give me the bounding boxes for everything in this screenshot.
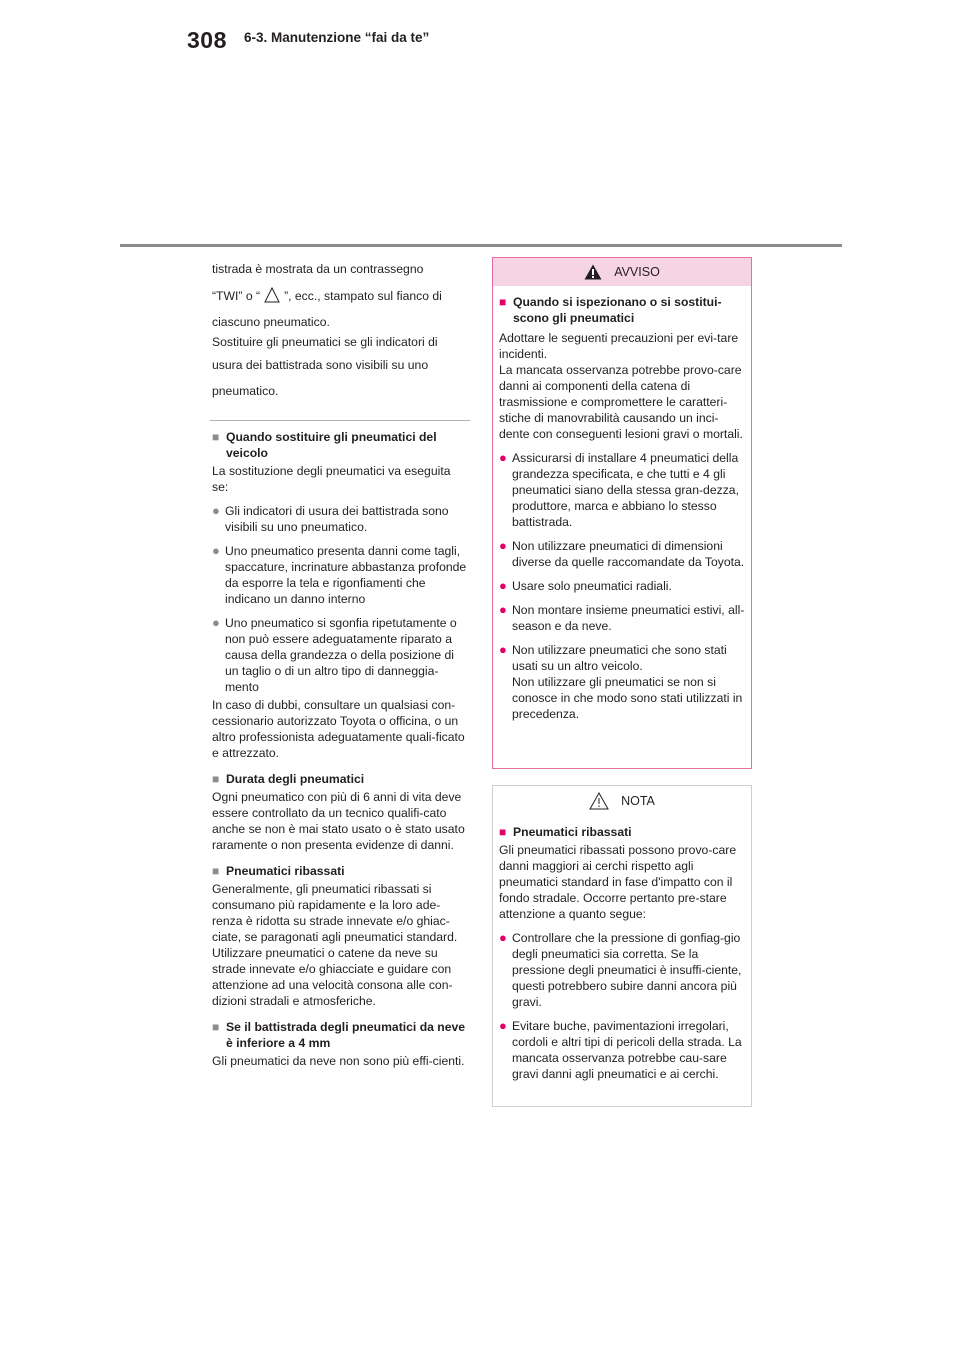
section-heading: ■ Quando sostituire gli pneumatici del veicolo bbox=[212, 430, 437, 460]
lead-line-twi: “TWI” o “ ”, ecc., stampato sul fianco di bbox=[212, 283, 470, 313]
square-bullet-icon: ■ bbox=[499, 295, 507, 309]
note-title: NOTA bbox=[621, 794, 655, 808]
section-intro: Gli pneumatici da neve non sono più effi-cienti. bbox=[212, 1054, 465, 1068]
list-item: ● Non utilizzare pneumatici di dimensioni diverse da quelle raccomandate da Toyota. bbox=[499, 538, 745, 569]
square-bullet-icon: ■ bbox=[212, 430, 220, 444]
list-item: ● Gli indicatori di usura dei battistrada sono visibili su uno pneumatico. bbox=[212, 503, 449, 534]
section-intro: La sostituzione degli pneumatici va eseguita se: bbox=[212, 464, 451, 494]
list-item: ● Non montare insieme pneumatici estivi, all-season e da neve. bbox=[499, 602, 745, 633]
warning-body bbox=[493, 286, 751, 722]
wear-indicator-triangle-icon bbox=[264, 286, 280, 313]
dot-bullet-icon: ● bbox=[499, 538, 507, 553]
dot-bullet-icon: ● bbox=[499, 1018, 507, 1033]
dot-bullet-icon: ● bbox=[499, 930, 507, 945]
header-rule bbox=[120, 244, 842, 247]
warning-header bbox=[493, 258, 751, 286]
dot-bullet-icon: ● bbox=[212, 503, 220, 518]
lead-line: Sostituire gli pneumatici se gli indicatori di bbox=[212, 335, 438, 349]
list-item: ● Evitare buche, pavimentazioni irregolari, cordoli e altri tipi di pericoli della strada. La mancata osservanza potrebbe cau-sare gravi danni agli pneumatici e ai cerchi. bbox=[499, 1018, 742, 1081]
page-number: 308 bbox=[187, 27, 227, 53]
list-item: ● Uno pneumatico si sgonfia ripetutamente o non può essere adeguatamente riparato a causa della grandezza o della posizione di un taglio o di un altro tipo di danneggia-mento bbox=[212, 615, 457, 694]
section-outro: In caso di dubbi, consultare un qualsiasi con-cessionario autorizzato Toyota o officina, o un altro professionista adeguatamente quali-ficato e attrezzato. bbox=[212, 698, 465, 760]
section-intro: Generalmente, gli pneumatici ribassati si consumano più rapidamente e la loro ade-renza è ridotta su strade innevate e/o ghiac-ciate, se paragonati agli pneumatici standard. Utilizzare pneumatici o catene da neve su strade innevate e/o ghiacciate e guidare con attenzione ad una velocità consona alle con-dizioni stradali e atmosferiche. bbox=[212, 882, 458, 1008]
list-item: ● Controllare che la pressione di gonfiag-gio degli pneumatici sia corretta. Se la pressione degli pneumatici è insuffi-ciente, questi potrebbero subire danni ancora più gravi. bbox=[499, 930, 742, 1009]
lead-line: usura dei battistrada sono visibili su uno bbox=[212, 358, 429, 372]
section-heading: ■ Se il battistrada degli pneumatici da neve è inferiore a 4 mm bbox=[212, 1020, 466, 1050]
lead-line: ciascuno pneumatico. bbox=[212, 315, 330, 329]
section-heading: ■ Pneumatici ribassati bbox=[212, 864, 345, 878]
note-box bbox=[492, 785, 752, 1107]
lead-line: tistrada è mostrata da un contrassegno bbox=[212, 262, 424, 276]
warning-intro: Adottare le seguenti precauzioni per evi-tare incidenti. La mancata osservanza potrebbe provo-care danni ai componenti della catena di trasmissione e compromettere le caratteri-stiche di manovrabilità causando un inci-dente con conseguenti lesioni gravi o mortali. bbox=[499, 331, 743, 441]
dot-bullet-icon: ● bbox=[499, 450, 507, 465]
warning-heading: ■ Quando si ispezionano o si sostitui-scono gli pneumatici bbox=[499, 295, 722, 325]
note-body bbox=[493, 816, 751, 1082]
section-snow-tread bbox=[212, 1019, 470, 1069]
divider bbox=[210, 420, 470, 421]
lead-paragraph bbox=[212, 256, 470, 404]
square-bullet-icon: ■ bbox=[212, 772, 220, 786]
dot-bullet-icon: ● bbox=[499, 602, 507, 617]
list-item: ● Assicurarsi di installare 4 pneumatici della grandezza specificata, e che tutti e 4 gli pneumatici siano della stessa gran-dezza, produttore, marca e abbiano lo stesso battistrada. bbox=[499, 450, 739, 529]
dot-bullet-icon: ● bbox=[212, 543, 220, 558]
caution-triangle-icon bbox=[589, 792, 609, 810]
dot-bullet-icon: ● bbox=[499, 642, 507, 657]
section-heading: ■ Durata degli pneumatici bbox=[212, 772, 365, 786]
square-bullet-icon: ■ bbox=[212, 1020, 220, 1034]
note-heading: ■ Pneumatici ribassati bbox=[499, 825, 632, 839]
note-intro: Gli pneumatici ribassati possono provo-care danni maggiori ai cerchi rispetto agli pneumatici standard in fase d'impatto con il fondo stradale. Occorre pertanto pre-stare attenzione a quanto segue: bbox=[499, 843, 737, 921]
section-replace bbox=[212, 429, 470, 761]
note-header bbox=[493, 786, 751, 816]
section-title: 6-3. Manutenzione “fai da te” bbox=[244, 30, 430, 45]
section-tire-life bbox=[212, 771, 470, 853]
dot-bullet-icon: ● bbox=[499, 578, 507, 593]
warning-triangle-icon bbox=[584, 264, 602, 280]
section-intro: Ogni pneumatico con più di 6 anni di vita deve essere controllato da un tecnico qualifi-cato anche se non è mai stato usato o è stato usato raramente o non presenta evidenze di danni. bbox=[212, 790, 465, 852]
warning-box bbox=[492, 257, 752, 769]
lead-line: pneumatico. bbox=[212, 384, 279, 398]
section-low-profile bbox=[212, 863, 470, 1009]
square-bullet-icon: ■ bbox=[212, 864, 220, 878]
left-column bbox=[212, 256, 470, 1079]
square-bullet-icon: ■ bbox=[499, 825, 507, 839]
list-item: ● Usare solo pneumatici radiali. bbox=[499, 578, 672, 593]
list-item: ● Uno pneumatico presenta danni come tagli, spaccature, incrinature abbastanza profonde da esporre la tela e rigonfiamenti che indicano un danno interno bbox=[212, 543, 467, 606]
dot-bullet-icon: ● bbox=[212, 615, 220, 630]
warning-title: AVVISO bbox=[614, 265, 660, 279]
list-item: ● Non utilizzare pneumatici che sono stati usati su un altro veicolo. Non utilizzare gli pneumatici se non si conosce in che modo sono stati utilizzati in precedenza. bbox=[499, 642, 743, 721]
